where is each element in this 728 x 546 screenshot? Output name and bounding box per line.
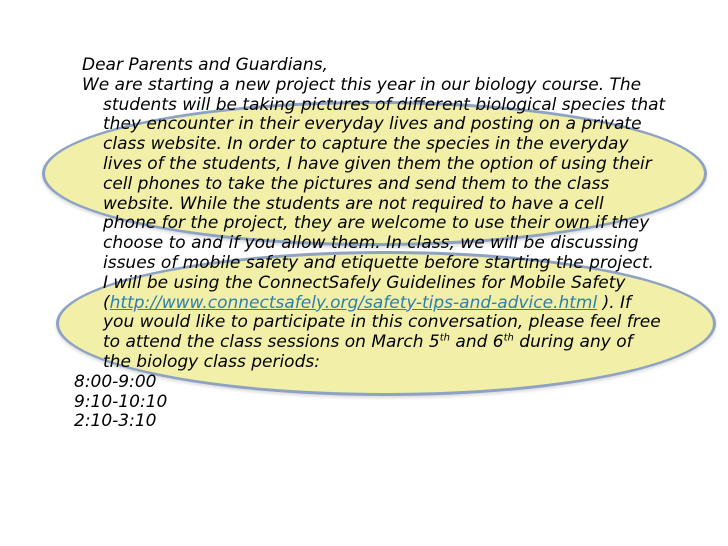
link-suffix: ). If bbox=[597, 292, 632, 313]
paragraph-line-1: We are starting a new project this year in our biology course. The bbox=[82, 74, 642, 95]
paragraph-line-2: students will be taking pictures of different biological species that bbox=[103, 94, 666, 115]
paragraph-line-link bbox=[82, 294, 722, 314]
paragraph-line-6: cell phones to take the pictures and send them to the class bbox=[103, 173, 610, 194]
paragraph-line-dates bbox=[82, 333, 722, 353]
period-2: 9:10-10:10 bbox=[74, 391, 168, 412]
date-text-2: and 6 bbox=[450, 332, 504, 353]
greeting: Dear Parents and Guardians, bbox=[82, 55, 328, 75]
period-3: 2:10-3:10 bbox=[74, 411, 157, 432]
paragraph-line-8: phone for the project, they are welcome to use their own if they bbox=[103, 213, 650, 234]
paragraph-line-11: I will be using the ConnectSafely Guidelines for Mobile Safety bbox=[103, 272, 626, 293]
paragraph-line-13: you would like to participate in this conversation, please feel free bbox=[103, 312, 661, 333]
letter-body bbox=[74, 55, 722, 432]
paragraph-line-4: class website. In order to capture the species in the everyday bbox=[103, 134, 629, 155]
period-1: 8:00-9:00 bbox=[74, 371, 157, 392]
date-text-1: to attend the class sessions on March 5 bbox=[103, 332, 440, 353]
paragraph-line-10: issues of mobile safety and etiquette before starting the project. bbox=[103, 252, 654, 273]
paragraph-line-3: they encounter in their everyday lives and posting on a private bbox=[103, 114, 642, 135]
paragraph-line-5: lives of the students, I have given them the option of using their bbox=[103, 153, 652, 174]
date-sup-2: th bbox=[503, 332, 514, 344]
date-text-3: during any of bbox=[513, 332, 633, 353]
connectsafely-link[interactable]: http://www.connectsafely.org/safety-tips-and-advice.html bbox=[109, 292, 598, 313]
paragraph-line-7: website. While the students are not required to have a cell bbox=[103, 193, 604, 214]
paragraph-line-9: choose to and if you allow them. In class, we will be discussing bbox=[103, 233, 639, 254]
paragraph-line-last: the biology class periods: bbox=[103, 351, 320, 372]
link-prefix: ( bbox=[103, 292, 110, 313]
date-sup-1: th bbox=[439, 332, 451, 344]
